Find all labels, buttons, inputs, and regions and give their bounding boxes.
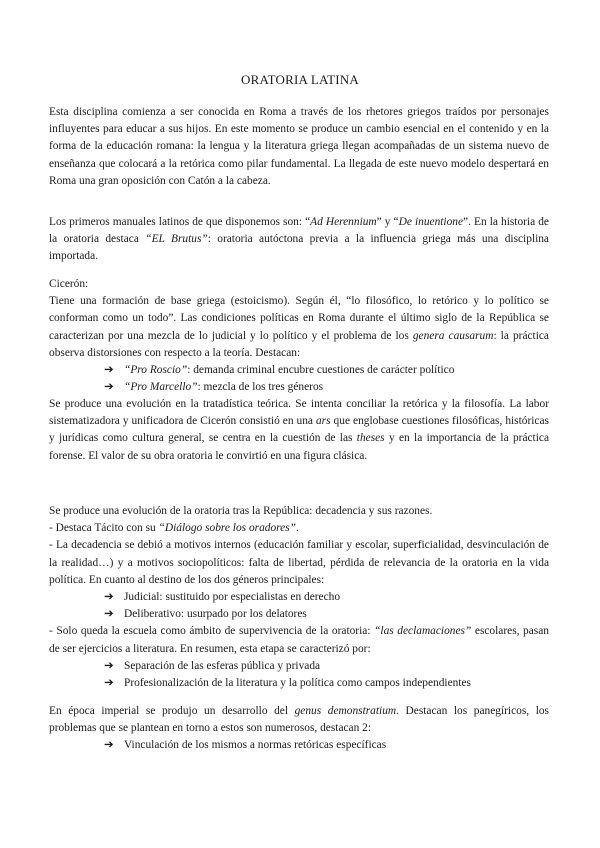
declamaciones-term: “las declamaciones” xyxy=(374,625,472,638)
manuales-text-2: ” y “ xyxy=(376,216,399,228)
arrow-right-icon: ➔ xyxy=(104,659,114,672)
manuales-text-3: ”. En la historia de la oratoria destaca xyxy=(49,216,549,246)
pro-roscio-title: “Pro Roscio” xyxy=(124,364,188,377)
decadencia-line-4 xyxy=(49,623,549,657)
ciceron-text-2: : la práctica observa distorsiones con respecto a la teoría. Destacan: xyxy=(49,329,549,359)
theses-term: theses xyxy=(356,432,385,445)
imperial-text-2: . Destacan los panegíricos, los problemas que se plantean en torno a estos son numerosos, destacan 2: xyxy=(49,705,549,735)
genus-term: genus demonstratium xyxy=(294,705,397,717)
list-item xyxy=(104,675,549,692)
decadencia-section xyxy=(49,503,549,692)
intro-section xyxy=(49,104,549,190)
evolucion-paragraph xyxy=(49,396,549,465)
pro-roscio-desc: : demanda criminal encubre cuestiones de carácter político xyxy=(187,364,455,377)
evolucion-text-2: que englobase cuestiones filosóficas, históricas y jurídicas como cultura general, se centra en la cuestión de las xyxy=(49,415,549,445)
decadencia-text-4a: - Solo queda la escuela como ámbito de supervivencia de la oratoria: xyxy=(49,625,375,638)
decadencia-text-2b: . xyxy=(296,522,299,535)
imperial-text-1: En época imperial se produjo un desarrollo del xyxy=(49,705,295,717)
ciceron-paragraph xyxy=(49,293,549,362)
profesionalizacion-item: Profesionalización de la literatura y la política como campos independientes xyxy=(124,677,471,690)
list-item xyxy=(104,362,549,379)
decadencia-line-1: Se produce una evolución de la oratoria tras la República: decadencia y sus razones. xyxy=(49,505,433,517)
list-item xyxy=(104,379,549,396)
dialogo-title: “Diálogo sobre los oradores” xyxy=(158,522,296,535)
de-inuentione-title: De inuentione xyxy=(398,216,464,228)
ad-herennium-title: Ad Herennium xyxy=(310,216,377,228)
arrow-right-icon: ➔ xyxy=(104,739,114,752)
decadencia-text-4b: escolares, pasan de ser ejercicios a literatura. En resumen, esta etapa se caracterizó por: xyxy=(49,625,549,655)
intro-paragraph: Esta disciplina comienza a ser conocida en Roma a través de los rhetores griegos traídos por personajes influyentes para educar a sus hijos. En este momento se produce un cambio esencial en el contenido y en la forma de la educación romana: la lengua y la literatura griega llegan acompañadas de un sistema nuevo de enseñanza que colocará a la retórica como pilar fundamental. La llegada de este nuevo modelo despertará en Roma una gran oposición con Catón a la cabeza. xyxy=(49,106,549,187)
decadencia-line-2 xyxy=(49,520,549,537)
list-item xyxy=(104,606,549,623)
arrow-right-icon: ➔ xyxy=(104,381,114,394)
pro-marcello-title: “Pro Marcello” xyxy=(124,381,198,394)
separacion-item: Separación de las esferas pública y privada xyxy=(124,659,321,672)
document-title: ORATORIA LATINA xyxy=(241,72,359,87)
ciceron-section xyxy=(49,276,549,396)
list-item xyxy=(104,658,549,675)
arrow-right-icon: ➔ xyxy=(104,608,114,621)
imperial-section xyxy=(49,703,549,755)
arrow-right-icon: ➔ xyxy=(104,677,114,690)
arrow-right-icon: ➔ xyxy=(104,591,114,604)
evolucion-text-1: Se produce una evolución en la tratadística teórica. Se intenta conciliar la retórica y la filosofía. La labor sistematizadora y unificadora de Cicerón consistió en una xyxy=(49,398,549,428)
judicial-item: Judicial: sustituido por especialistas en derecho xyxy=(124,591,341,604)
decadencia-text-2a: - Destaca Tácito con su xyxy=(49,522,159,535)
manuales-text-4: : oratoria autóctona previa a la influencia griega más una disciplina importada. xyxy=(49,233,549,263)
manuales-text-1: Los primeros manuales latinos de que disponemos son: “ xyxy=(49,216,311,228)
manuales-section xyxy=(49,214,549,266)
imperial-paragraph xyxy=(49,703,549,737)
pro-marcello-desc: : mezcla de los tres géneros xyxy=(197,381,324,394)
vinculacion-item: Vinculación de los mismos a normas retóricas específicas xyxy=(124,739,387,752)
evolucion-section xyxy=(49,396,549,465)
ars-term: ars xyxy=(315,415,331,428)
genera-causarum-term: genera causarum xyxy=(412,329,494,342)
el-brutus-title: “EL Brutus” xyxy=(145,233,208,246)
ciceron-heading: Cicerón: xyxy=(49,278,89,290)
list-item xyxy=(104,589,549,606)
ciceron-text-1: Tiene una formación de base griega (estoicismo). Según él, “lo filosófico, lo retórico y lo político se conforman como un todo”. Las condiciones políticas en Roma durante el último siglo de la República se caracterizan por una mezcla de lo judicial y lo político y el problema de los xyxy=(49,295,549,342)
list-item xyxy=(104,737,549,754)
deliberativo-item: Deliberativo: usurpado por los delatores xyxy=(124,608,307,621)
manuales-paragraph xyxy=(49,214,549,266)
evolucion-text-3: y en la importancia de la práctica forense. El valor de su obra oratoria le convirtió en una figura clásica. xyxy=(49,432,549,462)
arrow-right-icon: ➔ xyxy=(104,364,114,377)
decadencia-line-3: - La decadencia se debió a motivos internos (educación familiar y escolar, superficialidad, desvinculación de la realidad…) y a motivos sociopolíticos: falta de libertad, pérdida de relevancia de la oratoria en la vida política. En cuanto al destino de los dos géneros principales: xyxy=(49,539,549,586)
